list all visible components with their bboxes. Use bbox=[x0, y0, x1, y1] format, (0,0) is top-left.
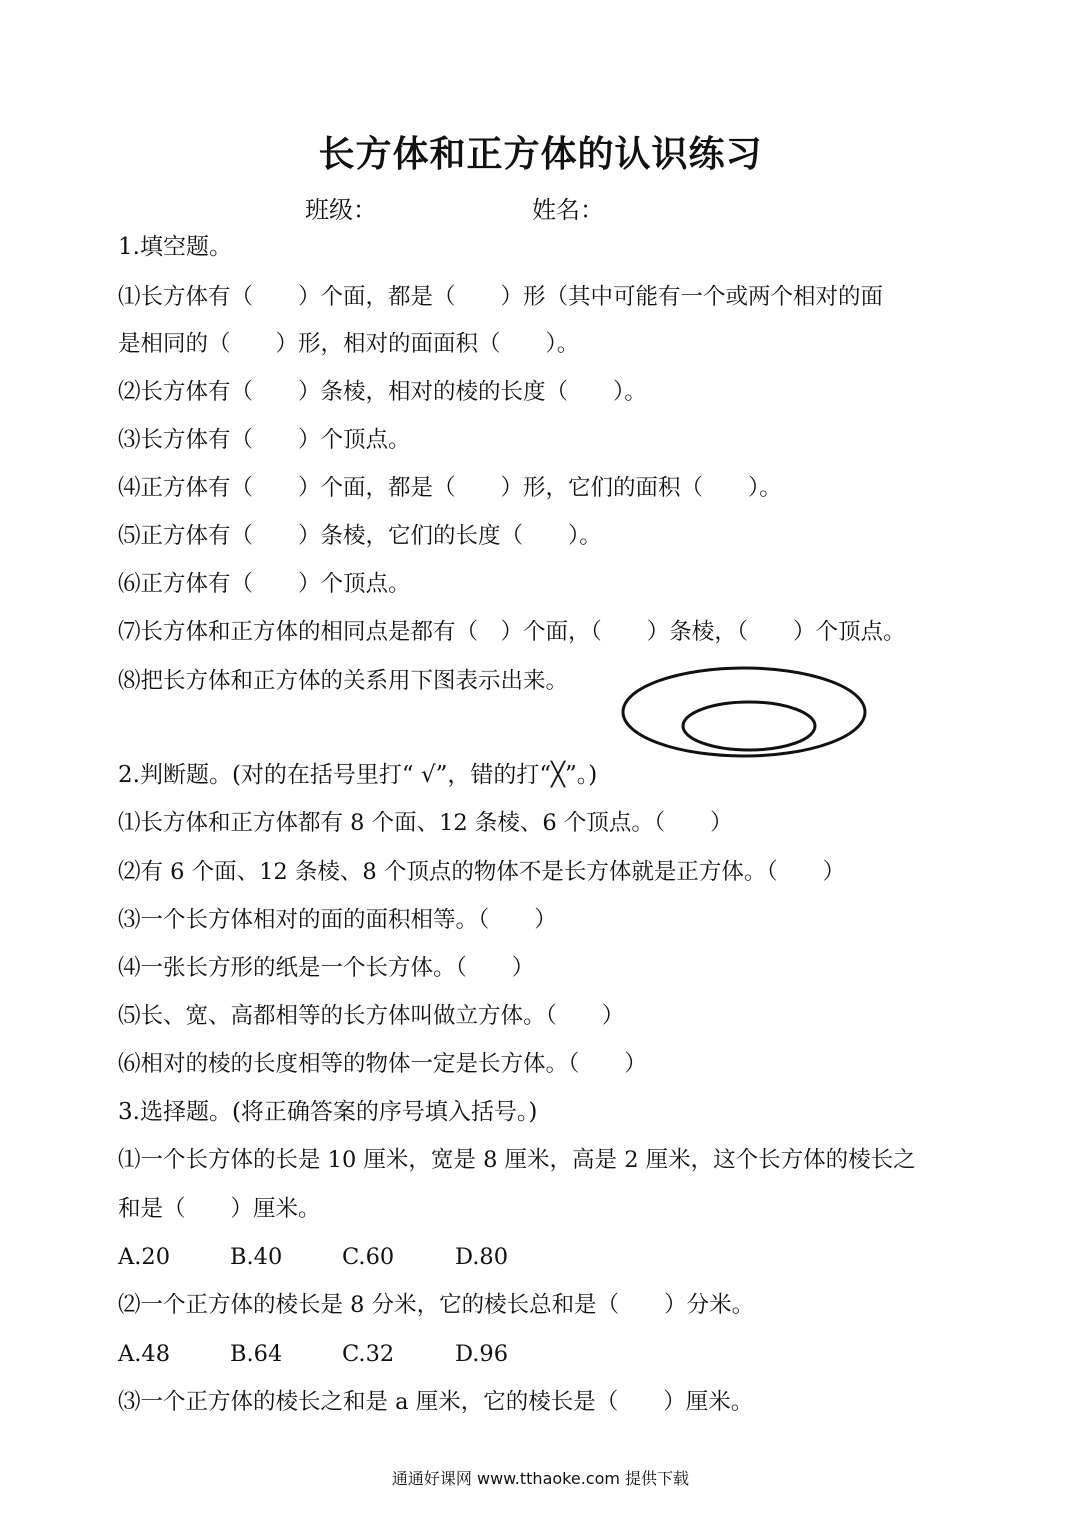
option-d: D.80 bbox=[455, 1244, 509, 1270]
question-line: ⑹相对的棱的长度相等的物体一定是长方体。（ ） bbox=[118, 1051, 647, 1077]
question-line: ⑸长、宽、高都相等的长方体叫做立方体。（ ） bbox=[118, 1003, 625, 1029]
section3-heading: 3.选择题。(将正确答案的序号填入括号。) bbox=[118, 1099, 538, 1125]
page-footer: 通通好课网 www.tthaoke.com 提供下载 bbox=[391, 1469, 690, 1488]
option-c: C.60 bbox=[342, 1244, 395, 1270]
question-line: ⑺长方体和正方体的相同点是都有（ ）个面，（ ）条棱，（ ）个顶点。 bbox=[118, 619, 906, 645]
option-a: A.48 bbox=[118, 1341, 171, 1367]
question-line: 是相同的（ ）形，相对的面面积（ ）。 bbox=[118, 331, 580, 357]
question-line: ⑴长方体和正方体都有 8 个面、12 条棱、6 个顶点。（ ） bbox=[118, 810, 733, 836]
question-line: ⑻把长方体和正方体的关系用下图表示出来。 bbox=[118, 668, 569, 694]
option-a: A.20 bbox=[118, 1244, 171, 1270]
venn-diagram bbox=[620, 665, 870, 761]
question-line: ⑴一个长方体的长是 10 厘米，宽是 8 厘米，高是 2 厘米，这个长方体的棱长之 bbox=[118, 1147, 916, 1173]
question-line: ⑴长方体有（ ）个面，都是（ ）形（其中可能有一个或两个相对的面 bbox=[118, 284, 884, 310]
question-line: ⑵有 6 个面、12 条棱、8 个顶点的物体不是长方体就是正方体。（ ） bbox=[118, 859, 846, 885]
question-line: ⑶长方体有（ ）个顶点。 bbox=[118, 427, 411, 453]
option-d: D.96 bbox=[455, 1341, 509, 1367]
outer-ellipse bbox=[623, 668, 865, 756]
class-label: 班级： bbox=[305, 196, 377, 224]
question-line: ⑷一张长方形的纸是一个长方体。（ ） bbox=[118, 955, 535, 981]
question-line: ⑵一个正方体的棱长是 8 分米，它的棱长总和是（ ）分米。 bbox=[118, 1292, 755, 1318]
question-line: ⑷正方体有（ ）个面，都是（ ）形，它们的面积（ ）。 bbox=[118, 475, 782, 501]
question-line: ⑹正方体有（ ）个顶点。 bbox=[118, 571, 411, 597]
option-b: B.40 bbox=[230, 1244, 283, 1270]
question-line: ⑵长方体有（ ）条棱，相对的棱的长度（ ）。 bbox=[118, 379, 647, 405]
name-label: 姓名： bbox=[532, 196, 604, 224]
question-line: ⑶一个长方体相对的面的面积相等。（ ） bbox=[118, 907, 557, 933]
page-title: 长方体和正方体的认识练习 bbox=[318, 134, 763, 175]
option-b: B.64 bbox=[230, 1341, 283, 1367]
option-c: C.32 bbox=[342, 1341, 395, 1367]
question-line: 和是（ ）厘米。 bbox=[118, 1196, 321, 1222]
inner-ellipse bbox=[683, 702, 815, 750]
question-line: ⑸正方体有（ ）条棱，它们的长度（ ）。 bbox=[118, 523, 602, 549]
section2-heading: 2.判断题。(对的在括号里打“ √”，错的打“╳”。) bbox=[118, 762, 598, 788]
section1-heading: 1.填空题。 bbox=[118, 234, 232, 260]
question-line: ⑶一个正方体的棱长之和是 a 厘米，它的棱长是（ ）厘米。 bbox=[118, 1389, 754, 1415]
